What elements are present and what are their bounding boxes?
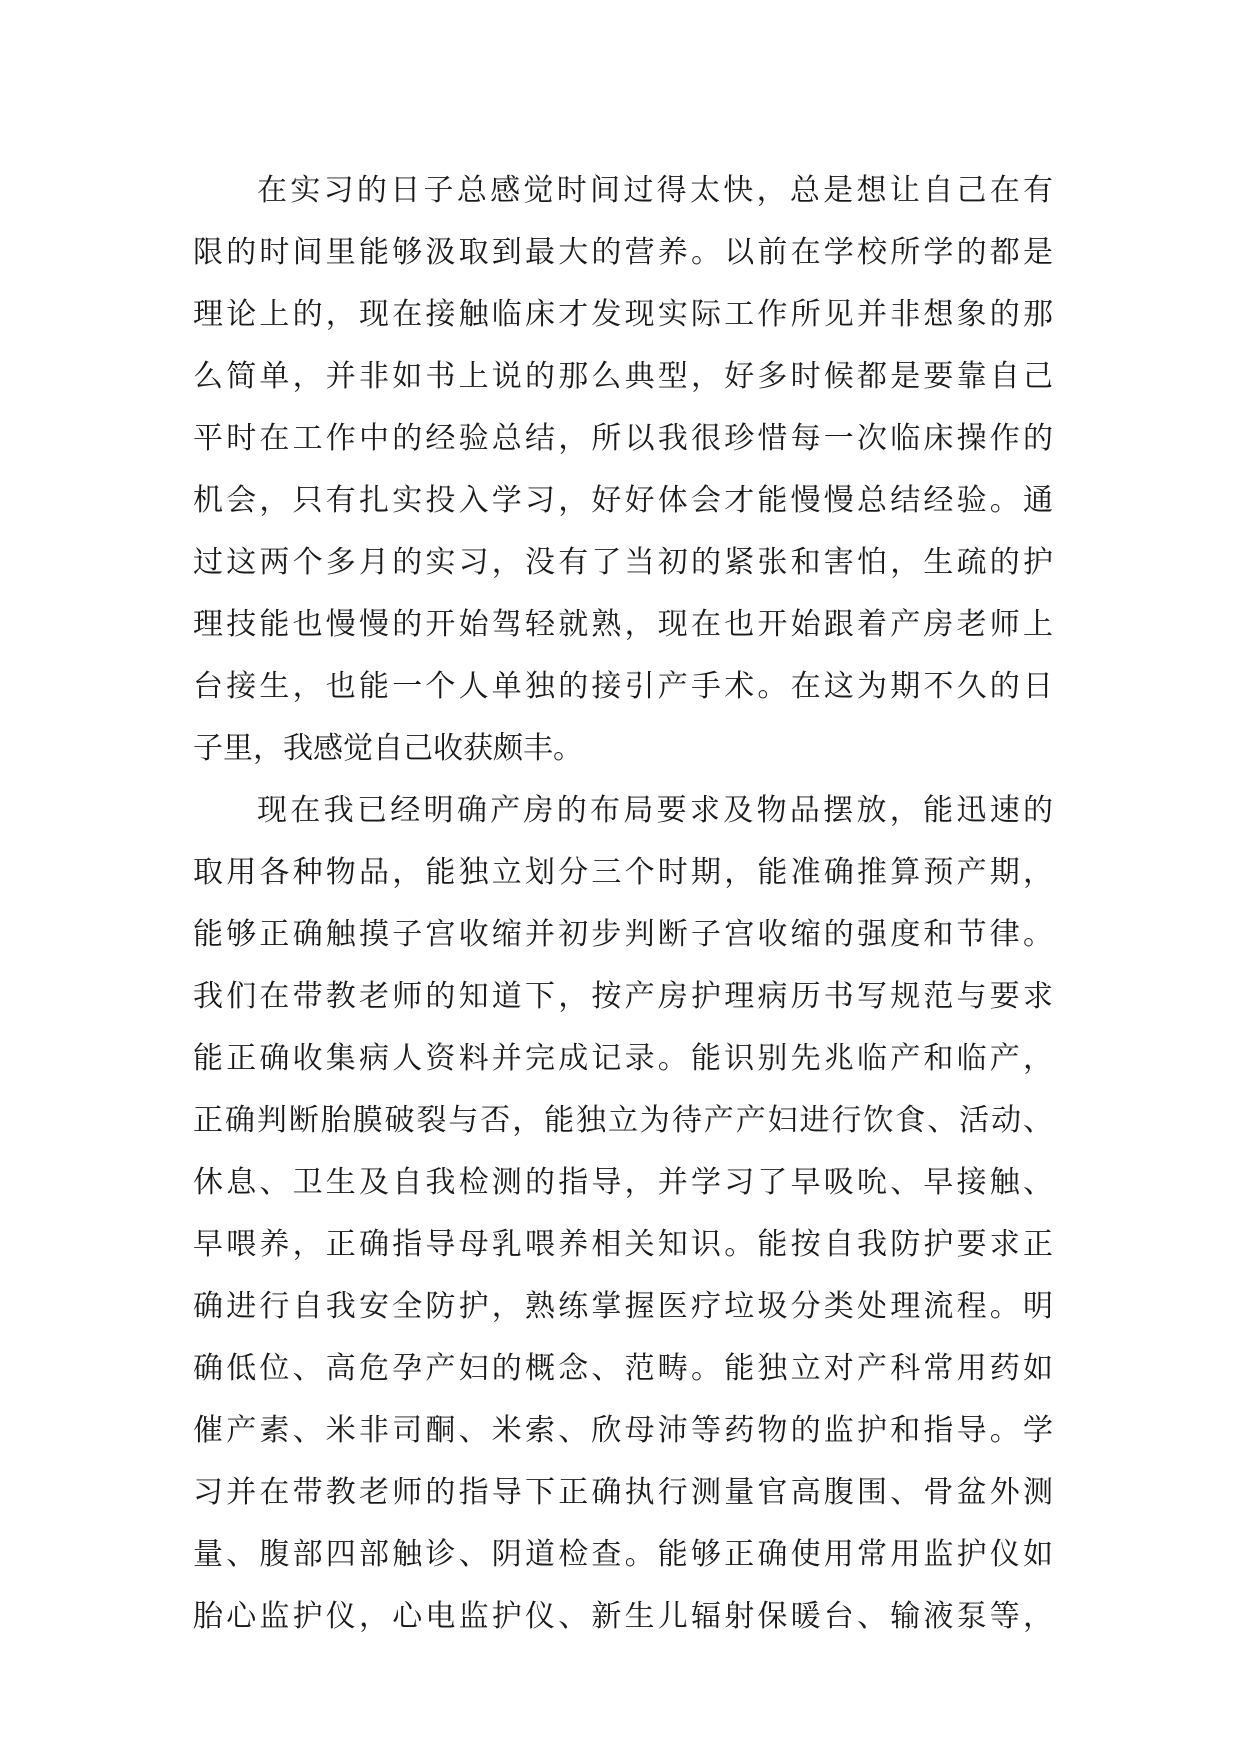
paragraph-line: 确进行自我安全防护，熟练掌握医疗垃圾分类处理流程。明 xyxy=(193,1289,1053,1324)
paragraph-line: 取用各种物品，能独立划分三个时期，能准确推算预产期， xyxy=(193,855,1053,890)
paragraph-line: 过这两个多月的实习，没有了当初的紧张和害怕，生疏的护 xyxy=(193,545,1053,580)
paragraph-line: 台接生，也能一个人单独的接引产手术。在这为期不久的日 xyxy=(193,669,1053,704)
paragraph-line: 我们在带教老师的知道下，按产房护理病历书写规范与要求 xyxy=(193,979,1053,1014)
paragraph-2 xyxy=(193,780,1053,1648)
paragraph-line: 限的时间里能够汲取到最大的营养。以前在学校所学的都是 xyxy=(193,235,1053,270)
paragraph-line: 理技能也慢慢的开始驾轻就熟，现在也开始跟着产房老师上 xyxy=(193,607,1053,642)
paragraph-line: 理论上的，现在接触临床才发现实际工作所见并非想象的那 xyxy=(193,297,1053,332)
paragraph-line: 能正确收集病人资料并完成记录。能识别先兆临产和临产， xyxy=(193,1041,1053,1076)
paragraph-line: 早喂养，正确指导母乳喂养相关知识。能按自我防护要求正 xyxy=(193,1227,1053,1262)
paragraph-line: 子里，我感觉自己收获颇丰。 xyxy=(193,731,583,766)
paragraph-line: 平时在工作中的经验总结，所以我很珍惜每一次临床操作的 xyxy=(193,421,1053,456)
body-text xyxy=(193,160,1053,1648)
paragraph-line: 量、腹部四部触诊、阴道检查。能够正确使用常用监护仪如 xyxy=(193,1537,1053,1572)
paragraph-line: 催产素、米非司酮、米索、欣母沛等药物的监护和指导。学 xyxy=(193,1413,1053,1448)
paragraph-line: 在实习的日子总感觉时间过得太快，总是想让自己在有 xyxy=(257,173,1053,208)
paragraph-line: 现在我已经明确产房的布局要求及物品摆放，能迅速的 xyxy=(257,793,1053,828)
paragraph-line: 机会，只有扎实投入学习，好好体会才能慢慢总结经验。通 xyxy=(193,483,1053,518)
paragraph-line: 休息、卫生及自我检测的指导，并学习了早吸吮、早接触、 xyxy=(193,1165,1053,1200)
paragraph-1 xyxy=(193,160,1053,780)
paragraph-line: 正确判断胎膜破裂与否，能独立为待产产妇进行饮食、活动、 xyxy=(193,1103,1053,1138)
paragraph-line: 确低位、高危孕产妇的概念、范畴。能独立对产科常用药如 xyxy=(193,1351,1053,1386)
paragraph-line: 能够正确触摸子宫收缩并初步判断子宫收缩的强度和节律。 xyxy=(193,917,1053,952)
paragraph-line: 胎心监护仪，心电监护仪、新生儿辐射保暖台、输液泵等， xyxy=(193,1599,1053,1634)
paragraph-line: 习并在带教老师的指导下正确执行测量官高腹围、骨盆外测 xyxy=(193,1475,1053,1510)
paragraph-line: 么简单，并非如书上说的那么典型，好多时候都是要靠自己 xyxy=(193,359,1053,394)
